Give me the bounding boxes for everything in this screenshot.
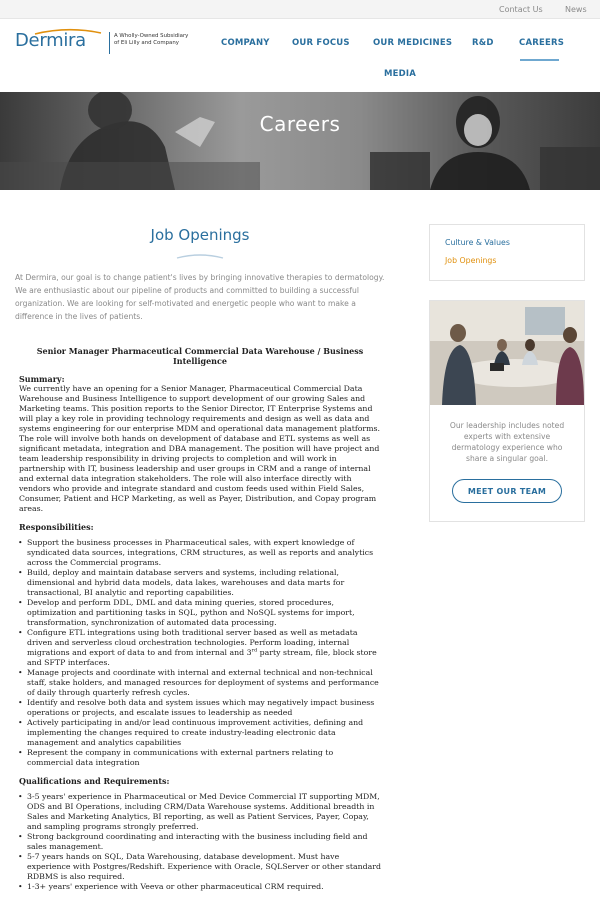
list-item: • 1-3+ years' experience with Veeva or other pharmaceutical CRM required.	[19, 882, 381, 892]
list-item: • Develop and perform DDL, DML and data mining queries, stored procedures, optimization and partitioning tasks in SQL, python and NoSQL systems for import, transformation, synchronization of automated data processing.	[19, 598, 381, 628]
meet-our-team-button[interactable]: MEET OUR TEAM	[452, 479, 562, 503]
logo-divider	[109, 32, 110, 54]
list-item: • Actively participating in and/or lead continuous improvement activities, defining and implementing the changes required to create industry-leading electronic data management and analytics capabilities	[19, 718, 381, 748]
hero-title: Careers	[259, 112, 341, 136]
leadership-card	[429, 300, 585, 522]
side-link-job-openings[interactable]: Job Openings	[445, 256, 497, 265]
etl-tail: party stream, file, block store and SFTP interfaces.	[27, 648, 377, 667]
nav-careers[interactable]: CAREERS	[519, 38, 565, 48]
summary-label: Summary:	[19, 374, 65, 384]
news-link[interactable]: News	[565, 5, 587, 14]
logo-subsidiary-text: A Wholly-Owned Subsidiary of Eli Lilly and Company	[114, 33, 189, 46]
list-item: • Build, deploy and maintain database servers and systems, including relational, dimensional and hybrid data models, data lakes, warehouses and data marts for transactional, BI analytic and reporting capabilities.	[19, 568, 381, 598]
responsibilities-list	[19, 538, 381, 768]
logo-wordmark: Dermira	[15, 30, 86, 51]
job-openings-heading: Job Openings	[150, 226, 250, 244]
hero-banner	[0, 92, 600, 190]
list-item: • Manage projects and coordinate with internal and external technical and non-technical staff, stake holders, and managed resources for deployment of systems and performance of daily through quarterly refresh cycles.	[19, 668, 381, 698]
nav-our-focus[interactable]: OUR FOCUS	[292, 38, 350, 48]
qualifications-label: Qualifications and Requirements:	[19, 776, 170, 786]
list-item: • Represent the company in communications with external partners relating to commercial data integration	[19, 748, 381, 768]
careers-side-menu	[429, 224, 585, 281]
list-item: • Identify and resolve both data and system issues which may negatively impact business operations or projects, and escalate issues to leadership as needed	[19, 698, 381, 718]
etl-superscript: rd	[251, 647, 258, 654]
summary-text: We currently have an opening for a Senior Manager, Pharmaceutical Commercial Data Warehouse and Business Intelligence to support development of our growing Sales and Marketing teams. This position reports to the Senior Director, IT Enterprise Systems and will play a key role in providing technology requirements and design as well as data and systems engineering for our enterprise MDM and operational data management platforms. The role will involve both hands on development of database and ETL systems as well as significant metadata, integration and DBA management. The position will have project and team leadership responsibility in driving projects to completion and will work in partnership with IT, business leadership and user groups in CRM and a range of internal and external data integration stakeholders. The role will also interface directly with vendors who provide and integrate standard and custom feeds used within Field Sales, Consumer, Patient and HCP Marketing, as well as Payer, Distribution, and Copay program areas.	[19, 384, 381, 513]
heading-swoosh-icon	[175, 252, 225, 260]
list-item: • Strong background coordinating and interacting with the business including field and sales management.	[19, 832, 381, 852]
qualifications-list	[19, 792, 381, 892]
list-item: • Support the business processes in Pharmaceutical sales, with expert knowledge of syndicated data sources, integrations, CRM structures, as well as reports and analytics across the Commercial programs.	[19, 538, 381, 568]
nav-company[interactable]: COMPANY	[221, 38, 270, 48]
nav-active-indicator	[520, 59, 559, 61]
utility-bar	[0, 0, 600, 19]
meeting-illustration	[430, 301, 584, 405]
nav-media[interactable]: MEDIA	[384, 69, 417, 79]
job-posting	[19, 346, 381, 892]
list-item	[19, 628, 381, 668]
etl-text: Configure ETL integrations using both traditional server based as well as metadata driven and serverless cloud orchestration technologies. Perform loading, internal migrations and export of data to and from internal and 3	[27, 628, 358, 657]
nav-our-medicines[interactable]: OUR MEDICINES	[373, 38, 453, 48]
site-header	[0, 20, 600, 92]
hero-photo	[0, 92, 600, 190]
posting-title: Senior Manager Pharmaceutical Commercial Data Warehouse / Business Intelligence	[36, 346, 364, 366]
responsibilities-label: Responsibilities:	[19, 522, 94, 532]
leadership-text: Our leadership includes noted experts with extensive dermatology experience who share a singular goal.	[449, 421, 565, 463]
contact-us-link[interactable]: Contact Us	[499, 5, 543, 14]
nav-r-and-d[interactable]: R&D	[472, 38, 494, 48]
list-item: • 3-5 years' experience in Pharmaceutical or Med Device Commercial IT supporting MDM, ODS and BI Operations, including CRM/Data Warehouse systems. Additional breadth in Sales and Marketing Analytics, BI reporting, as well as Patient Services, Payer, Copay, and sampling programs strongly preferred.	[19, 792, 381, 832]
intro-paragraph: At Dermira, our goal is to change patient's lives by bringing innovative therapies to dermatology. We are enthusiastic about our pipeline of products and committed to building a successful organization. We are looking for self-motivated and energetic people who want to make a difference in the lives of patients.	[15, 273, 385, 321]
side-link-culture-values[interactable]: Culture & Values	[445, 238, 510, 247]
list-item: • 5-7 years hands on SQL, Data Warehousing, database development. Must have experience with Postgres/Redshift. Experience with Oracle, SQLServer or other standard RDBMS is also required.	[19, 852, 381, 882]
meeting-photo	[430, 301, 584, 405]
dermira-logo[interactable]	[15, 30, 190, 58]
